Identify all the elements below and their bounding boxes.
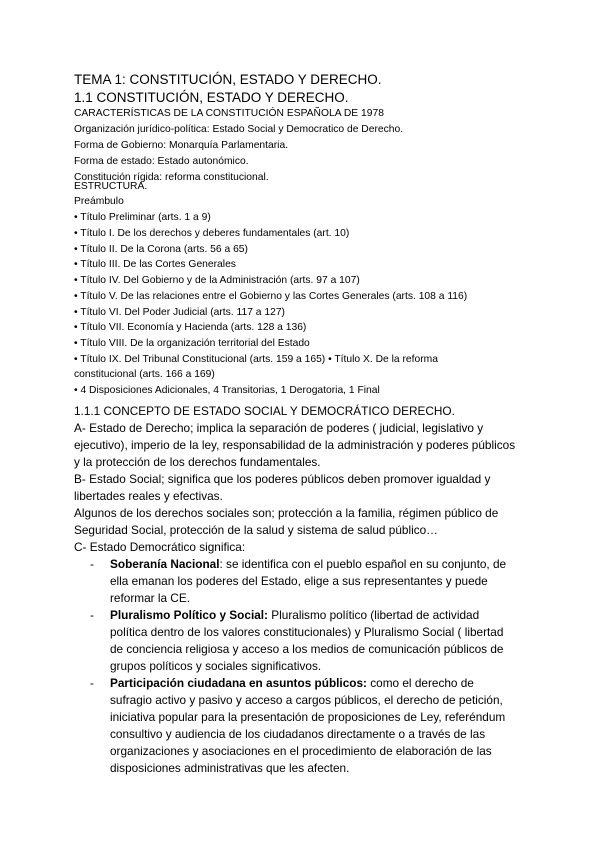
structure-item: • Título VII. Economía y Hacienda (arts. 128 a 136)	[74, 322, 307, 333]
bullet-line: sufragio activo y pasivo y acceso a cargos públicos, el derecho de petición,	[110, 693, 503, 707]
bullet-term: Pluralismo Político y Social:	[110, 608, 268, 622]
structure-item: • Título VIII. De la organización territorial del Estado	[74, 338, 310, 349]
structure-item: • Título V. De las relaciones entre el Gobierno y las Cortes Generales (arts. 108 a 116)	[74, 291, 468, 302]
bullet-term: Participación ciudadana en asuntos públicos:	[110, 676, 367, 690]
dash-bullet: -	[90, 557, 94, 571]
structure-item: • Título III. De las Cortes Generales	[74, 259, 236, 270]
bullet-line: política dentro de los valores constitucionales) y Pluralismo Social ( libertad	[110, 625, 504, 639]
bullet-line: consultivo y audiencia de los ciudadanos directamente o a través de las	[110, 727, 486, 741]
bullet-line: organizaciones y asociaciones en el procedimiento de elaboración de las	[110, 744, 492, 758]
body-line: Seguridad Social, protección de la salud y sistema de salud público…	[74, 523, 438, 537]
structure-item: • Título IX. Del Tribunal Constitucional (arts. 159 a 165) • Título X. De la reforma	[74, 354, 438, 365]
structure-item: constitucional (arts. 166 a 169)	[74, 369, 215, 380]
bullet-text: : se identifica con el pueblo español en su conjunto, de	[219, 557, 507, 571]
dash-bullet: -	[90, 676, 94, 690]
preamble: Preámbulo	[74, 196, 124, 207]
body-line: y la protección de los derechos fundamentales.	[74, 455, 321, 469]
body-line: ejecutivo), imperio de la ley, responsabilidad de la administración y poderes públicos	[74, 438, 516, 452]
characteristics-heading: CARACTERÍSTICAS DE LA CONSTITUCIÓN ESPAÑOLA DE 1978	[74, 108, 384, 119]
document-title: TEMA 1: CONSTITUCIÓN, ESTADO Y DERECHO.	[74, 72, 382, 87]
bullet-line: iniciativa popular para la presentación de proposiciones de Ley, referéndum	[110, 710, 506, 724]
structure-item: • Título Preliminar (arts. 1 a 9)	[74, 212, 211, 223]
characteristic-line: Constitución rígida: reforma constitucional.	[74, 172, 269, 183]
section-subtitle: 1.1 CONSTITUCIÓN, ESTADO Y DERECHO.	[74, 90, 349, 105]
characteristic-line: Forma de estado: Estado autonómico.	[74, 156, 249, 167]
dash-bullet: -	[90, 608, 94, 622]
bullet-line: ella emanan los poderes del Estado, elige a sus representantes y puede	[110, 574, 488, 588]
structure-heading: ESTRUCTURA.	[74, 181, 148, 192]
structure-item: • Título VI. Del Poder Judicial (arts. 117 a 127)	[74, 307, 285, 318]
bullet-line	[110, 678, 474, 690]
bullet-line: de conciencia religiosa y acceso a los medios de comunicación públicos de	[110, 642, 504, 656]
structure-item: • Título I. De los derechos y deberes fundamentales (art. 10)	[74, 228, 350, 239]
bullet-line: disposiciones administrativas que les afecten.	[110, 761, 350, 775]
bullet-text: Pluralismo político (libertad de actividad	[268, 608, 480, 622]
body-line: Algunos de los derechos sociales son; protección a la familia, régimen público de	[74, 506, 499, 520]
bullet-line: reformar la CE.	[110, 591, 190, 605]
structure-item: • Título II. De la Corona (arts. 56 a 65)	[74, 244, 248, 255]
characteristic-line: Organización jurídico-política: Estado Social y Democratico de Derecho.	[74, 124, 404, 135]
body-line: B- Estado Social; significa que los poderes públicos deben promover igualdad y	[74, 472, 491, 486]
structure-item: • Título IV. Del Gobierno y de la Administración (arts. 97 a 107)	[74, 275, 360, 286]
characteristic-line: Forma de Gobierno: Monarquía Parlamentaria.	[74, 140, 289, 151]
bullet-line	[110, 610, 479, 622]
body-line: C- Estado Democrático significa:	[74, 540, 246, 554]
bullet-line	[110, 559, 506, 571]
bullet-term: Soberanía Nacional	[110, 557, 220, 571]
bullet-text: como el derecho de	[366, 676, 474, 690]
structure-item: • 4 Disposiciones Adicionales, 4 Transitorias, 1 Derogatoria, 1 Final	[74, 385, 380, 396]
body-line: A- Estado de Derecho; implica la separación de poderes ( judicial, legislativo y	[74, 421, 484, 435]
body-line: libertades reales y efectivas.	[74, 489, 223, 503]
bullet-line: grupos políticos y sociales significativos.	[110, 659, 322, 673]
section-heading: 1.1.1 CONCEPTO DE ESTADO SOCIAL Y DEMOCRÁTICO DERECHO.	[74, 404, 455, 418]
